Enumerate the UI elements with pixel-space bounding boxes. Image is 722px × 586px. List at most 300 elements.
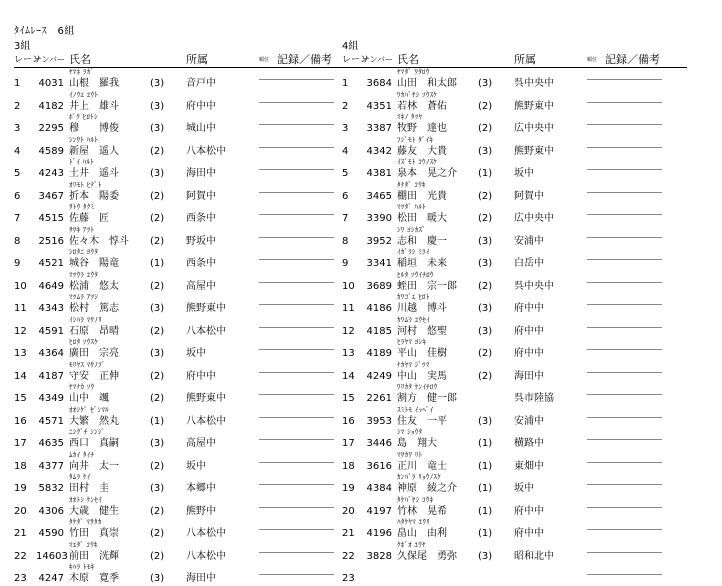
athlete-name: 竹田 真崇 <box>69 528 119 539</box>
school-grade: (2) <box>150 393 165 404</box>
affiliation: 坂中 <box>186 348 206 359</box>
bib-number: 4249 <box>366 370 392 382</box>
affiliation: 安浦中 <box>514 415 544 427</box>
bib-number: 4364 <box>38 348 64 359</box>
name-kana: ｵﾘﾓﾄ ﾋﾃﾞﾄ <box>69 180 102 189</box>
rank-header: 順位 <box>587 57 598 63</box>
name-kana: ﾀﾅﾀﾞ ｺｳｷ <box>397 180 426 189</box>
entry-row <box>14 518 359 541</box>
athlete-name: 前田 洸輝 <box>69 550 119 562</box>
record-field[interactable] <box>587 304 662 305</box>
bib-number: 4515 <box>38 213 64 224</box>
lane-number: 4 <box>14 145 21 157</box>
affiliation: 府中中 <box>186 100 216 112</box>
name-kana: ｻｻｷ ｱﾂﾄ <box>69 225 95 234</box>
affiliation: 阿賀中 <box>186 190 216 202</box>
school-grade: (2) <box>150 505 165 517</box>
bib-number: 4343 <box>38 303 64 314</box>
entry-row <box>342 91 687 114</box>
bib-number: 4590 <box>38 528 64 539</box>
name-kana: ﾏﾂｳﾗ ﾕｳﾀ <box>69 270 99 279</box>
entry-row <box>342 473 687 496</box>
affiliation: 府中中 <box>186 370 216 382</box>
record-field[interactable] <box>259 462 334 463</box>
school-grade: (3) <box>150 573 165 584</box>
athlete-name: 折本 陽委 <box>69 190 119 202</box>
entry-row <box>342 361 687 384</box>
name-header: 氏名 <box>69 53 91 66</box>
name-kana: ﾀｹﾀﾞ ﾏｻﾀｶ <box>69 518 102 526</box>
name-kana: ｶﾜﾑﾗ ﾕｳｾｲ <box>397 315 430 324</box>
entry-row <box>14 451 359 474</box>
affiliation: 熊野東中 <box>186 303 226 314</box>
athlete-name: 正川 竜士 <box>397 460 447 472</box>
lane-number: 20 <box>342 505 355 517</box>
lane-number: 4 <box>342 145 349 157</box>
bib-number: 4384 <box>366 483 392 494</box>
record-header: 記録／備考 <box>277 53 332 66</box>
record-field[interactable] <box>587 439 662 440</box>
lane-number: 11 <box>14 303 27 314</box>
lane-number: 9 <box>342 258 349 269</box>
affiliation: 高屋中 <box>186 438 216 449</box>
name-kana: ﾊﾀｹﾔﾏ ﾕｳﾘ <box>397 518 430 526</box>
record-field[interactable] <box>587 574 662 575</box>
school-grade: (3) <box>150 168 165 179</box>
affiliation: 八本松中 <box>186 550 226 562</box>
athlete-name: 城谷 陽竜 <box>69 258 119 269</box>
record-field[interactable] <box>587 169 662 170</box>
athlete-name: 佐藤 匠 <box>69 213 109 224</box>
name-kana: ﾋﾛﾀ ｿｳｽｹ <box>69 338 99 346</box>
record-field[interactable] <box>259 147 334 148</box>
school-grade: (3) <box>478 78 493 89</box>
athlete-name: 久保尾 勇弥 <box>397 550 457 562</box>
lane-number: 7 <box>14 213 21 224</box>
name-kana: ﾀｹﾊﾞﾔｼ ｺｳｷ <box>397 495 434 504</box>
record-field[interactable] <box>259 439 334 440</box>
entry-row <box>342 428 687 451</box>
name-kana: ﾏｻｶﾜ ﾘﾄ <box>397 450 423 459</box>
lane-number: 9 <box>14 258 21 269</box>
name-kana: ｼﾜ ﾖｼｶｽﾞ <box>397 225 426 234</box>
school-grade: (3) <box>478 415 493 427</box>
record-field[interactable] <box>587 124 662 125</box>
athlete-name: 廣田 宗亮 <box>69 348 119 359</box>
bib-number: 4243 <box>38 168 64 179</box>
lane-number: 13 <box>342 348 355 359</box>
athlete-name: 石原 昂晴 <box>69 325 119 337</box>
lane-number: 14 <box>14 370 27 382</box>
entry-row <box>14 361 359 384</box>
athlete-name: 棚田 光貴 <box>397 190 447 202</box>
athlete-name: 志和 慶一 <box>397 235 447 247</box>
lane-number: 11 <box>342 303 355 314</box>
athlete-name: 蛭田 宗一郎 <box>397 280 457 292</box>
bib-number: 4571 <box>38 415 64 427</box>
lane-number: 13 <box>14 348 27 359</box>
affiliation: 呉中央中 <box>514 280 554 292</box>
entry-row <box>342 271 687 294</box>
name-kana: ﾌｼﾞﾓﾄ ﾀﾞｲｷ <box>397 135 434 144</box>
bib-number: 4377 <box>38 460 64 472</box>
record-field[interactable] <box>587 552 662 553</box>
record-field[interactable] <box>259 259 334 260</box>
school-grade: (3) <box>478 550 493 562</box>
school-grade: (2) <box>478 370 493 382</box>
lane-number: 7 <box>342 213 349 224</box>
entry-row <box>342 563 687 586</box>
school-grade: (1) <box>150 415 165 427</box>
lane-number: 15 <box>342 393 355 404</box>
lane-number: 15 <box>14 393 27 404</box>
affiliation: 八本松中 <box>186 325 226 337</box>
bib-number: 2295 <box>38 123 64 134</box>
athlete-name: 住友 一平 <box>397 415 447 427</box>
entry-row <box>14 428 359 451</box>
athlete-name: 大歳 健生 <box>69 505 119 517</box>
entry-row <box>342 338 687 361</box>
name-kana: ｶﾝﾊﾞﾗ ﾘｮｳﾉｽｹ <box>397 473 442 481</box>
record-field[interactable] <box>259 282 334 283</box>
record-field[interactable] <box>259 417 334 418</box>
bib-number: 3953 <box>366 415 392 427</box>
affiliation: 広中央中 <box>514 123 554 134</box>
name-kana: ﾔﾏﾀﾞ ﾜﾀﾛｳ <box>397 68 430 76</box>
lane-number: 16 <box>14 415 27 427</box>
name-kana: ﾄﾞｲ ﾊﾙﾄ <box>69 158 95 166</box>
affiliation: 坂中 <box>186 460 206 472</box>
name-kana: ﾔﾏﾅｶ ｿｳ <box>69 383 95 391</box>
record-field[interactable] <box>587 192 662 193</box>
bib-number: 4635 <box>38 438 64 449</box>
bib-number: 3952 <box>366 235 392 247</box>
entry-row <box>342 136 687 159</box>
lane-number: 22 <box>14 550 27 562</box>
record-field[interactable] <box>587 79 662 80</box>
record-field[interactable] <box>259 349 334 350</box>
bib-number: 4247 <box>38 573 64 584</box>
affiliation: 坂中 <box>514 483 534 494</box>
entry-row <box>14 316 359 339</box>
name-kana: ｼﾏ ｼｮｳﾀ <box>397 428 423 436</box>
athlete-name: 竹林 晃希 <box>397 505 447 517</box>
column-header-row <box>342 53 687 68</box>
affiliation: 西条中 <box>186 258 216 269</box>
athlete-name: 山中 颯 <box>69 393 109 404</box>
school-grade: (3) <box>478 235 493 247</box>
lane-number: 18 <box>14 460 27 472</box>
school-grade: (2) <box>150 280 165 292</box>
record-field[interactable] <box>587 394 662 395</box>
name-kana: ﾅｶﾔﾏ ｼﾞﾂﾏ <box>397 360 430 369</box>
record-field[interactable] <box>259 169 334 170</box>
bib-number: 4187 <box>38 370 64 382</box>
record-field[interactable] <box>259 372 334 373</box>
name-kana: ｸﾎﾞｵ ﾕｳﾔ <box>397 540 426 549</box>
entry-row <box>342 293 687 316</box>
lane-number: 10 <box>342 280 355 292</box>
lane-number: 6 <box>14 190 21 202</box>
bib-number: 4351 <box>366 100 392 112</box>
lane-number: 20 <box>14 505 27 517</box>
record-field[interactable] <box>259 327 334 328</box>
bib-number: 4182 <box>38 100 64 112</box>
athlete-name: 神原 綾之介 <box>397 483 457 494</box>
athlete-name: 島 翔大 <box>397 438 437 449</box>
entry-row <box>342 226 687 249</box>
affiliation: 白岳中 <box>514 258 544 269</box>
record-field[interactable] <box>259 192 334 193</box>
lane-number: 8 <box>342 235 349 247</box>
record-field[interactable] <box>587 529 662 530</box>
school-grade: (3) <box>150 78 165 89</box>
athlete-name: 木原 寛季 <box>69 573 119 584</box>
school-grade: (2) <box>478 100 493 112</box>
name-kana: ｲｼﾊﾗ ﾏｻﾉﾘ <box>69 315 102 324</box>
athlete-name: 西口 真嗣 <box>69 438 119 449</box>
name-kana: ｲｶﾞﾗｼ ﾐﾗｲ <box>397 248 430 256</box>
lane-number: 5 <box>14 168 21 179</box>
bib-number: 4589 <box>38 145 64 157</box>
bib-number: 4031 <box>38 78 64 89</box>
affiliation: 広中央中 <box>514 213 554 224</box>
record-field[interactable] <box>259 529 334 530</box>
lane-number: 17 <box>342 438 355 449</box>
lane-number: 18 <box>342 460 355 472</box>
bib-number: 3684 <box>366 78 392 89</box>
name-kana: ﾏｷﾉ ﾀﾂﾔ <box>397 113 423 121</box>
record-field[interactable] <box>259 484 334 485</box>
school-grade: (3) <box>150 348 165 359</box>
bib-number: 4349 <box>38 393 64 404</box>
school-grade: (3) <box>150 100 165 112</box>
school-grade: (2) <box>478 280 493 292</box>
bib-number: 4186 <box>366 303 392 314</box>
name-kana: ｼﾝｻﾄ ﾊﾙﾄ <box>69 135 99 144</box>
page-title: ﾀｲﾑﾚｰｽ 6組 <box>14 26 75 37</box>
bib-number: 3467 <box>38 190 64 202</box>
heat-group <box>14 40 359 586</box>
name-kana: ｲﾉｳｴ ﾕｳﾄ <box>69 90 99 99</box>
entry-row <box>342 383 687 406</box>
entry-row <box>14 226 359 249</box>
rank-header: 順位 <box>259 57 270 63</box>
name-kana: ｲｽﾞﾓﾄ ｺｳﾉｽｹ <box>397 158 438 166</box>
athlete-name: 田村 圭 <box>69 483 109 494</box>
school-grade: (3) <box>150 303 165 314</box>
record-field[interactable] <box>259 237 334 238</box>
entry-row <box>342 248 687 271</box>
bib-number: 4189 <box>366 348 392 359</box>
record-field[interactable] <box>587 147 662 148</box>
entry-row <box>14 271 359 294</box>
heat-group <box>342 40 687 586</box>
name-kana: ﾏﾂﾀﾞ ﾊﾙﾄ <box>397 203 426 211</box>
name-kana: ｵｵｼｹﾞ ｾﾞﾝﾏﾙ <box>69 405 109 414</box>
lane-number: 21 <box>342 528 355 539</box>
school-grade: (2) <box>478 190 493 202</box>
record-field[interactable] <box>259 214 334 215</box>
school-grade: (2) <box>150 370 165 382</box>
record-field[interactable] <box>587 259 662 260</box>
name-kana: ﾎﾞｸ ﾋﾛﾄｼ <box>69 113 98 121</box>
number-header: ナンバー <box>362 55 394 64</box>
affiliation: 府中中 <box>514 325 544 337</box>
name-kana: ﾋﾗﾔﾏ ﾖｼｷ <box>397 338 427 346</box>
entry-row <box>14 563 359 586</box>
bib-number: 4381 <box>366 168 392 179</box>
affiliation: 熊野東中 <box>514 100 554 112</box>
school-grade: (2) <box>150 460 165 472</box>
record-field[interactable] <box>259 102 334 103</box>
entry-row <box>14 293 359 316</box>
column-header-row <box>14 53 359 68</box>
athlete-name: 山根 羅我 <box>69 78 119 89</box>
record-field[interactable] <box>259 124 334 125</box>
athlete-name: 山田 和太郎 <box>397 78 457 89</box>
athlete-name: 井上 雄斗 <box>69 100 119 112</box>
bib-number: 3390 <box>366 213 392 224</box>
affiliation: 昭和北中 <box>514 550 554 562</box>
athlete-name: 佐々木 惇斗 <box>69 235 129 247</box>
athlete-name: 松村 篤志 <box>69 303 119 314</box>
name-kana: ﾆｼｸﾞﾁ ｼﾝｼﾞ <box>69 428 106 436</box>
entry-row <box>342 496 687 519</box>
entry-row <box>14 136 359 159</box>
school-grade: (2) <box>150 528 165 539</box>
bib-number: 3341 <box>366 258 392 269</box>
athlete-name: 若林 蒼佑 <box>397 100 447 112</box>
record-field[interactable] <box>259 394 334 395</box>
lane-number: 12 <box>14 325 27 337</box>
record-field[interactable] <box>259 79 334 80</box>
record-field[interactable] <box>259 552 334 553</box>
entry-row <box>14 203 359 226</box>
bib-number: 4197 <box>366 505 392 517</box>
athlete-name: 向井 太一 <box>69 460 119 472</box>
name-kana: ﾜﾘｶﾀ ｹﾝｲﾁﾛｳ <box>397 383 438 391</box>
bib-number: 2516 <box>38 235 64 247</box>
athlete-name: 藤友 大貴 <box>397 145 447 157</box>
record-field[interactable] <box>587 417 662 418</box>
school-grade: (3) <box>150 438 165 449</box>
record-field[interactable] <box>587 372 662 373</box>
entry-row <box>342 68 687 91</box>
lane-number: 23 <box>14 573 27 584</box>
bib-number: 3689 <box>366 280 392 292</box>
lane-number: 3 <box>342 123 349 134</box>
bib-number: 3387 <box>366 123 392 134</box>
entry-row <box>342 113 687 136</box>
name-kana: ﾀﾑﾗ ｹｲ <box>69 473 91 481</box>
record-field[interactable] <box>587 484 662 485</box>
entry-row <box>14 91 359 114</box>
record-field[interactable] <box>587 349 662 350</box>
school-grade: (1) <box>478 460 493 472</box>
entry-row <box>342 316 687 339</box>
lane-header: レーン <box>342 55 369 65</box>
affiliation: 府中中 <box>514 528 544 539</box>
name-kana: ｵｵﾄｼ ｹﾝｾｲ <box>69 495 102 504</box>
bib-number: 5832 <box>38 483 64 494</box>
lane-number: 19 <box>342 483 355 494</box>
entry-row <box>342 406 687 429</box>
record-field[interactable] <box>259 507 334 508</box>
bib-number: 4649 <box>38 280 64 292</box>
record-field[interactable] <box>587 327 662 328</box>
bib-number: 2261 <box>366 393 392 404</box>
lane-number: 12 <box>342 325 355 337</box>
record-field[interactable] <box>259 574 334 575</box>
bib-number: 4342 <box>366 145 392 157</box>
entry-row <box>342 158 687 181</box>
lane-number: 6 <box>342 190 349 202</box>
entry-row <box>342 451 687 474</box>
lane-number: 22 <box>342 550 355 562</box>
affiliation: 阿賀中 <box>514 190 544 202</box>
school-grade: (3) <box>478 145 493 157</box>
lane-number: 2 <box>14 100 21 112</box>
entry-row <box>14 473 359 496</box>
record-field[interactable] <box>587 462 662 463</box>
lane-number: 14 <box>342 370 355 382</box>
group-label: 4組 <box>342 41 359 52</box>
name-kana: ｽﾐﾄﾓ ｲｯﾍﾟｲ <box>397 405 434 414</box>
affiliation: 横路中 <box>514 438 544 449</box>
record-field[interactable] <box>587 214 662 215</box>
group-label: 3組 <box>14 41 31 52</box>
school-grade: (2) <box>478 348 493 359</box>
lane-number: 21 <box>14 528 27 539</box>
lane-number: 1 <box>342 78 349 89</box>
affiliation: 府中中 <box>514 348 544 359</box>
affiliation: 呉市陸協 <box>514 393 554 404</box>
entry-row <box>14 338 359 361</box>
name-kana: ﾔﾏﾈ ﾗｶﾞ <box>69 68 95 76</box>
affiliation: 海田中 <box>186 573 216 584</box>
name-kana: ｼﾛﾀﾆ ﾖｳﾀ <box>69 248 99 256</box>
school-grade: (2) <box>150 325 165 337</box>
lane-number: 5 <box>342 168 349 179</box>
entry-row <box>14 68 359 91</box>
name-kana: ﾏｴﾀﾞ ｺｳｷ <box>69 540 98 549</box>
record-field[interactable] <box>587 282 662 283</box>
entry-row <box>342 203 687 226</box>
school-grade: (3) <box>478 325 493 337</box>
record-field[interactable] <box>587 102 662 103</box>
affiliation: 海田中 <box>186 168 216 179</box>
affiliation: 八本松中 <box>186 415 226 427</box>
school-grade: (2) <box>150 190 165 202</box>
record-field[interactable] <box>587 507 662 508</box>
bib-number: 3465 <box>366 190 392 202</box>
athlete-name: 土井 遥斗 <box>69 168 119 179</box>
lane-number: 16 <box>342 415 355 427</box>
school-grade: (3) <box>478 258 493 269</box>
athlete-name: 牧野 達也 <box>397 123 447 134</box>
entry-row <box>14 406 359 429</box>
entry-row <box>14 181 359 204</box>
record-field[interactable] <box>587 237 662 238</box>
record-field[interactable] <box>259 304 334 305</box>
bib-number: 4196 <box>366 528 392 539</box>
entry-row <box>342 541 687 564</box>
name-kana: ｻﾄｳ ﾀｸﾐ <box>69 203 95 211</box>
athlete-name: 河村 悠聖 <box>397 325 447 337</box>
athlete-name: 穆 博俊 <box>69 123 119 134</box>
school-grade: (3) <box>150 123 165 134</box>
